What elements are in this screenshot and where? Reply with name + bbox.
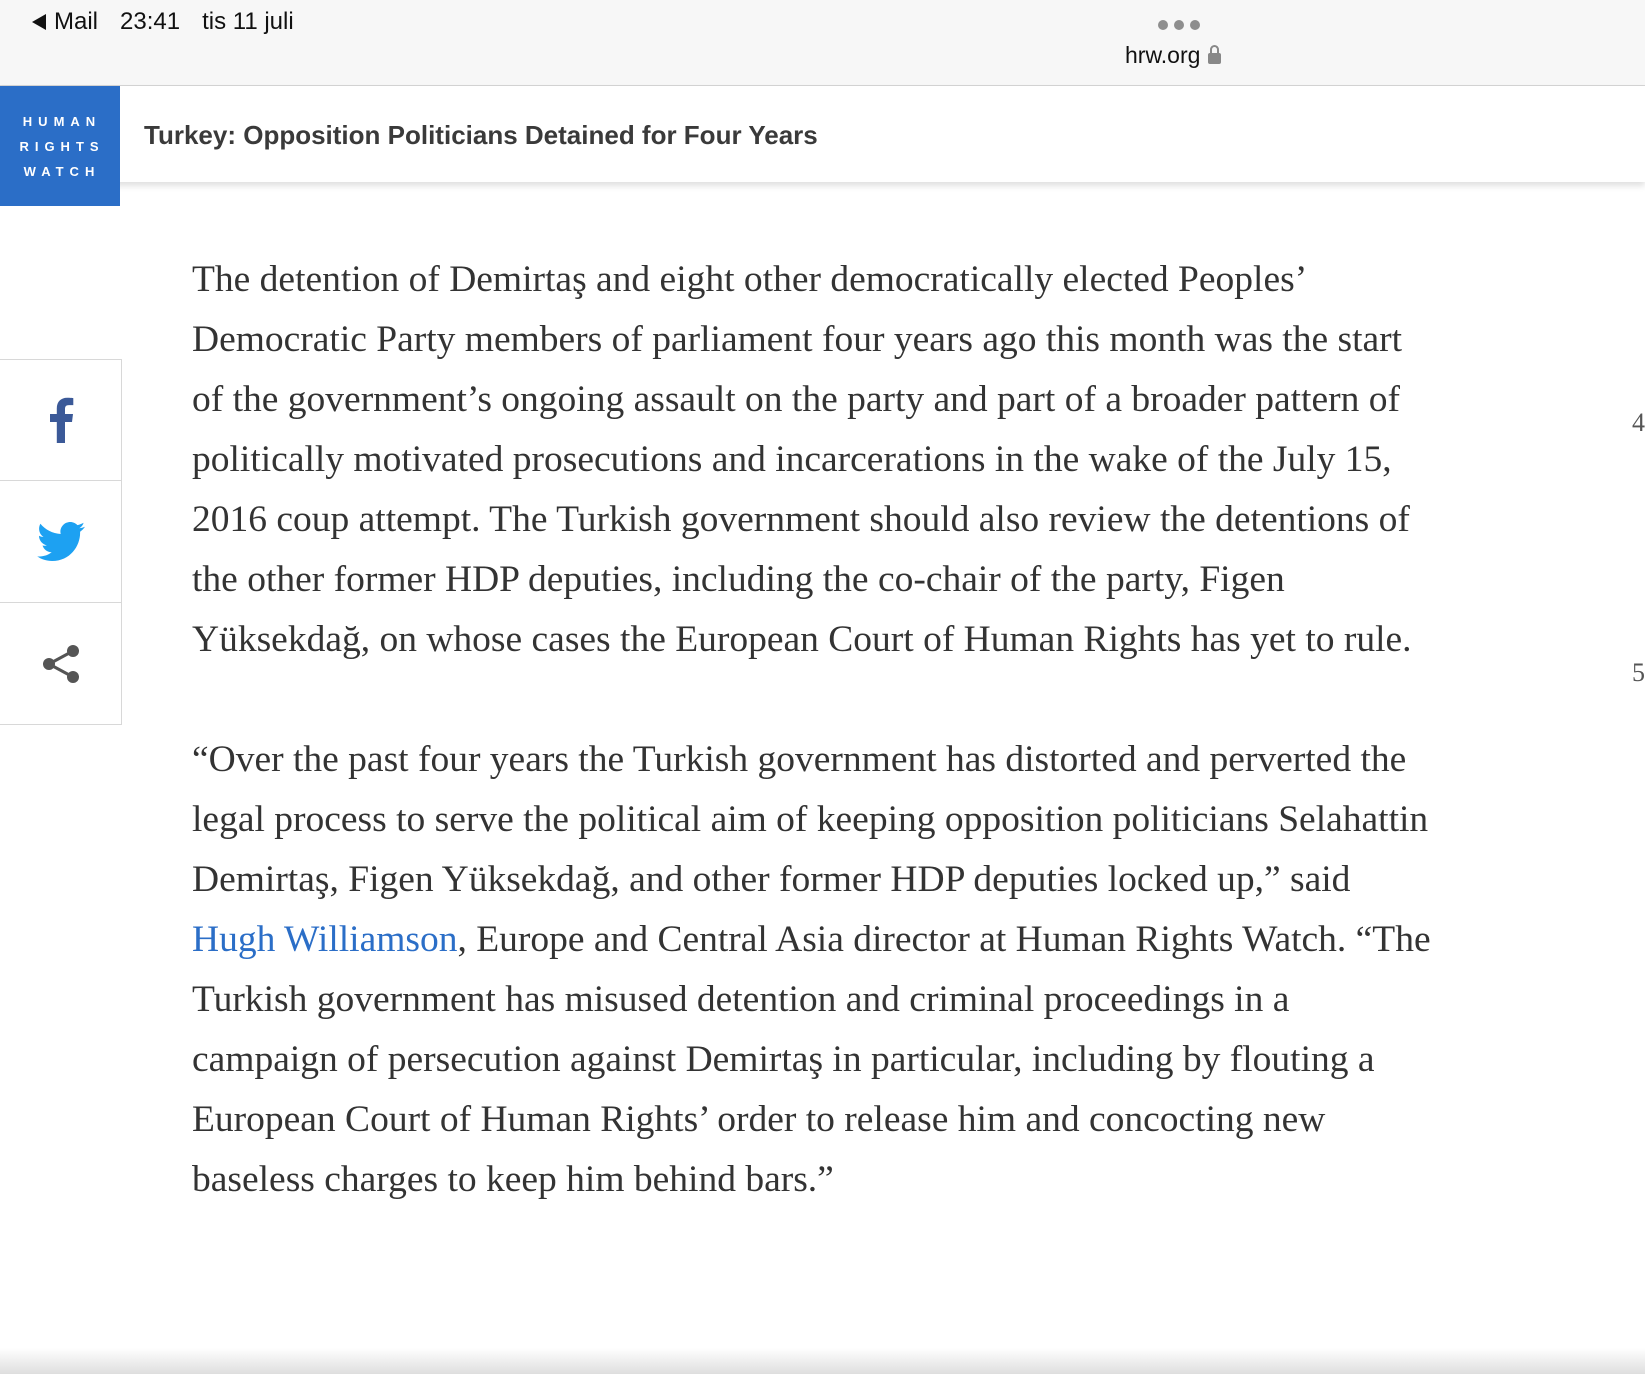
status-time: 23:41	[120, 8, 181, 35]
url-bar[interactable]	[1125, 42, 1221, 69]
status-left	[32, 8, 294, 36]
twitter-icon	[37, 522, 85, 562]
paragraph-1: The detention of Demirtaş and eight other democratically elected Peoples’ Democratic Party members of parliament four years ago this month was the start of the government’s ongoing assault on the party and part of a broader pattern of politically motivated prosecutions and incarcerations in the wake of the July 15, 2016 coup attempt. The Turkish government should also review the detentions of the other former HDP deputies, including the co-chair of the party, Figen Yüksekdağ, on whose cases the European Court of Human Rights has yet to rule.	[192, 259, 1412, 660]
logo-line-1: HUMAN	[22, 113, 102, 129]
status-date: tis 11 juli	[202, 8, 294, 35]
lock-icon	[1208, 53, 1221, 64]
logo-line-2: RIGHTS	[19, 138, 105, 154]
share-icon	[40, 643, 82, 685]
hugh-williamson-link[interactable]: Hugh Williamson	[192, 919, 458, 960]
back-arrow-icon[interactable]	[32, 14, 46, 30]
site-header	[0, 86, 1645, 182]
more-share-button[interactable]	[0, 603, 122, 725]
hrw-logo[interactable]	[0, 86, 120, 206]
edge-number-4: 4	[1632, 408, 1645, 437]
share-rail	[0, 359, 122, 725]
url-text: hrw.org	[1125, 42, 1201, 68]
status-bar	[0, 0, 1645, 86]
facebook-icon	[48, 397, 74, 443]
paragraph-2-text-a: “Over the past four years the Turkish government has distorted and perverted the legal process to serve the political aim of keeping opposition politicians Selahattin Demirtaş, Figen Yüksekdağ, and other former HDP deputies locked up,” said	[192, 739, 1429, 900]
twitter-share-button[interactable]	[0, 481, 122, 603]
back-app-label[interactable]: Mail	[54, 8, 99, 35]
article-body	[192, 250, 1432, 1210]
logo-line-3: WATCH	[23, 163, 101, 179]
paragraph-2	[192, 730, 1432, 1210]
page-title: Turkey: Opposition Politicians Detained for Four Years	[144, 120, 818, 150]
more-dots-icon[interactable]	[1158, 20, 1200, 30]
edge-number-5: 5	[1632, 658, 1645, 687]
paragraph-2-text-b: , Europe and Central Asia director at Human Rights Watch. “The Turkish government has misused detention and criminal proceedings in a campaign of persecution against Demirtaş in particular, including by flouting a European Court of Human Rights’ order to release him and concocting new baseless charges to keep him behind bars.”	[192, 919, 1431, 1200]
facebook-share-button[interactable]	[0, 359, 122, 481]
bottom-shadow	[0, 1348, 1645, 1374]
